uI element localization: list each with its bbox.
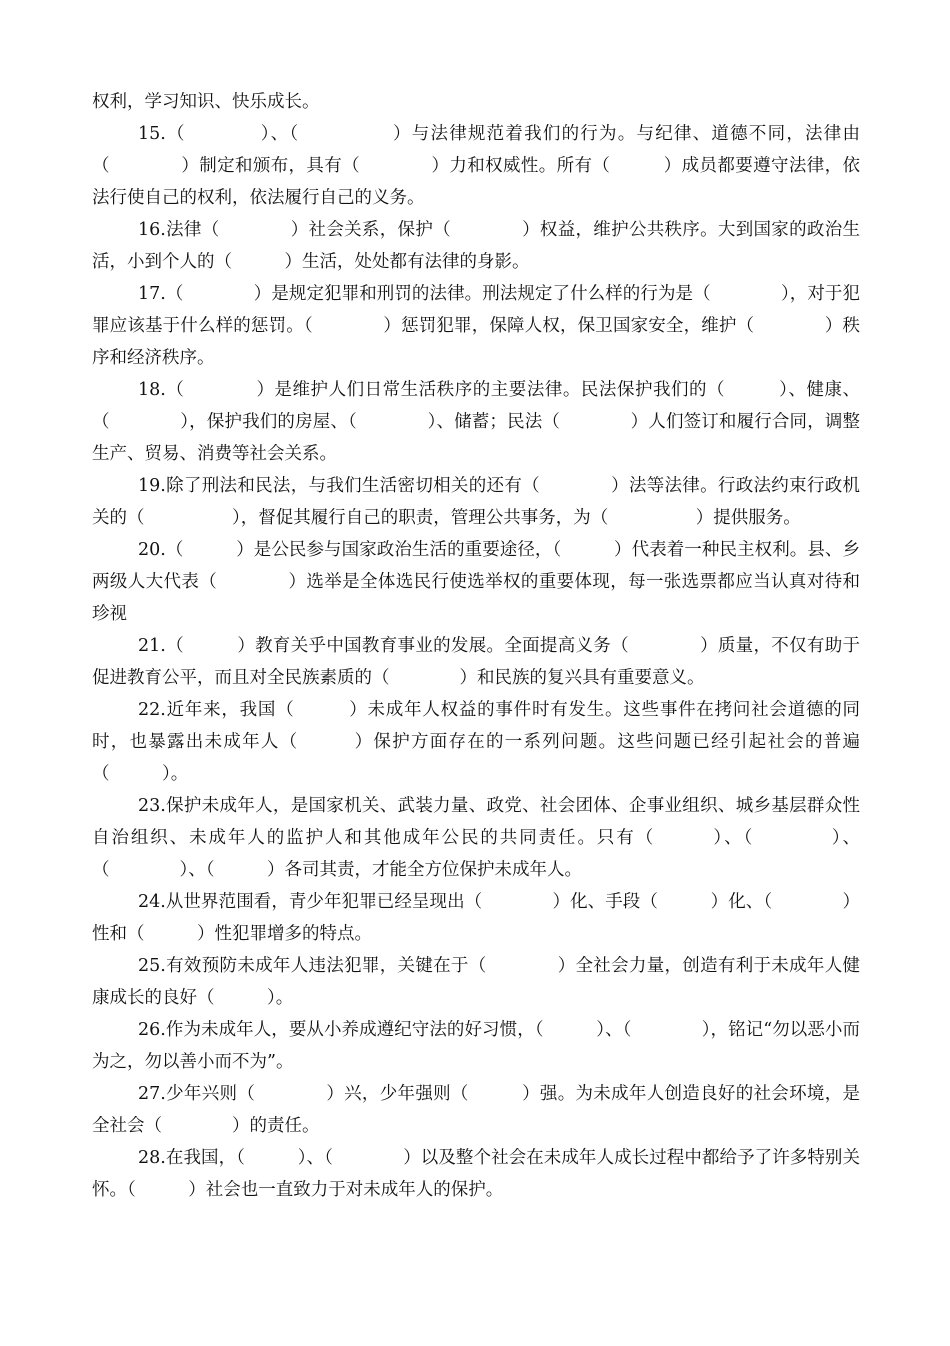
paragraph: 24.从世界范围看，青少年犯罪已经呈现出（ ）化、手段（ ）化、（ ）性和（ ）性犯罪增多的特点。 <box>92 892 860 944</box>
paragraph: 19.除了刑法和民法，与我们生活密切相关的还有（ ）法等法律。行政法约束行政机关的（ ），督促其履行自己的职责，管理公共事务，为（ ）提供服务。 <box>92 476 860 528</box>
paragraph: 20.（ ）是公民参与国家政治生活的重要途径，（ ）代表着一种民主权利。县、乡两级人大代表（ ）选举是全体选民行使选举权的重要体现，每一张选票都应当认真对待和珍视 <box>92 540 860 624</box>
paragraph: 18.（ ）是维护人们日常生活秩序的主要法律。民法保护我们的（ ）、健康、（ ），保护我们的房屋、（ ）、储蓄；民法（ ）人们签订和履行合同，调整生产、贸易、消费等社会关系。 <box>92 380 860 464</box>
paragraph: 21.（ ）教育关乎中国教育事业的发展。全面提高义务（ ）质量，不仅有助于促进教育公平，而且对全民族素质的（ ）和民族的复兴具有重要意义。 <box>92 636 860 688</box>
paragraph: 28.在我国，（ ）、（ ）以及整个社会在未成年人成长过程中都给予了许多特别关怀。（ ）社会也一直致力于对未成年人的保护。 <box>92 1148 860 1200</box>
paragraph: 17.（ ）是规定犯罪和刑罚的法律。刑法规定了什么样的行为是（ ），对于犯罪应该基于什么样的惩罚。（ ）惩罚犯罪，保障人权，保卫国家安全，维护（ ）秩序和经济秩序。 <box>92 284 860 368</box>
paragraph: 27.少年兴则（ ）兴，少年强则（ ）强。为未成年人创造良好的社会环境，是全社会（ ）的责任。 <box>92 1084 860 1136</box>
paragraph: 25.有效预防未成年人违法犯罪，关键在于（ ）全社会力量，创造有利于未成年人健康成长的良好（ ）。 <box>92 956 860 1008</box>
paragraph: 权利，学习知识、快乐成长。 <box>92 92 320 112</box>
document-page <box>92 86 860 1206</box>
paragraph: 23.保护未成年人，是国家机关、武装力量、政党、社会团体、企事业组织、城乡基层群众性自治组织、未成年人的监护人和其他成年公民的共同责任。只有（ ）、（ ）、（ ）、（ ）各司其责，才能全方位保护未成年人。 <box>92 796 860 880</box>
paragraph: 16.法律（ ）社会关系，保护（ ）权益，维护公共秩序。大到国家的政治生活，小到个人的（ ）生活，处处都有法律的身影。 <box>92 220 860 272</box>
paragraph: 22.近年来，我国（ ）未成年人权益的事件时有发生。这些事件在拷问社会道德的同时，也暴露出未成年人（ ）保护方面存在的一系列问题。这些问题已经引起社会的普遍（ ）。 <box>92 700 860 784</box>
paragraph: 26.作为未成年人，要从小养成遵纪守法的好习惯，（ ）、（ ），铭记“勿以恶小而为之，勿以善小而不为”。 <box>92 1020 860 1072</box>
paragraph: 15.（ ）、（ ）与法律规范着我们的行为。与纪律、道德不同，法律由（ ）制定和颁布，具有（ ）力和权威性。所有（ ）成员都要遵守法律，依法行使自己的权利，依法履行自己的义务。 <box>92 124 860 208</box>
